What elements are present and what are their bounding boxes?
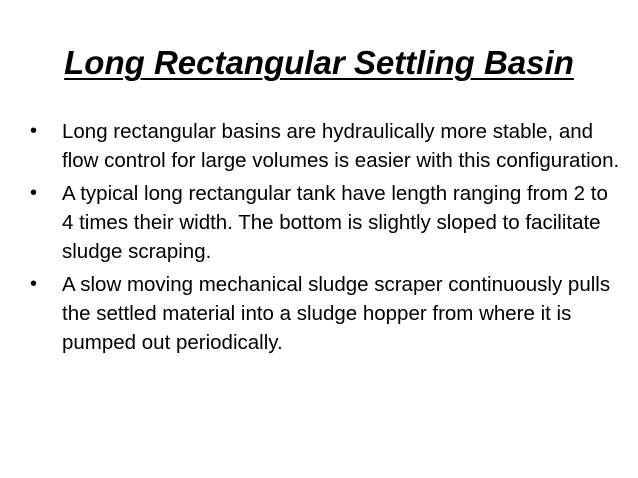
- bullet-icon: •: [30, 182, 38, 204]
- slide-title: Long Rectangular Settling Basin: [64, 44, 574, 81]
- bullet-text: A slow moving mechanical sludge scraper continuously pulls the settled material into a sludge hopper from where it is pumped out periodically.: [62, 273, 611, 354]
- bullet-icon: •: [30, 273, 38, 295]
- bullet-icon: •: [30, 120, 38, 142]
- bullet-text: A typical long rectangular tank have length ranging from 2 to 4 times their width. The bottom is slightly sloped to facilitate sludge scraping.: [62, 182, 608, 263]
- bullet-text: Long rectangular basins are hydraulically more stable, and flow control for large volumes is easier with this configuration.: [62, 120, 620, 172]
- bullet-item: [30, 270, 620, 357]
- bullet-item: [30, 117, 620, 175]
- bullet-item: [30, 179, 620, 266]
- bullet-list: [30, 117, 620, 361]
